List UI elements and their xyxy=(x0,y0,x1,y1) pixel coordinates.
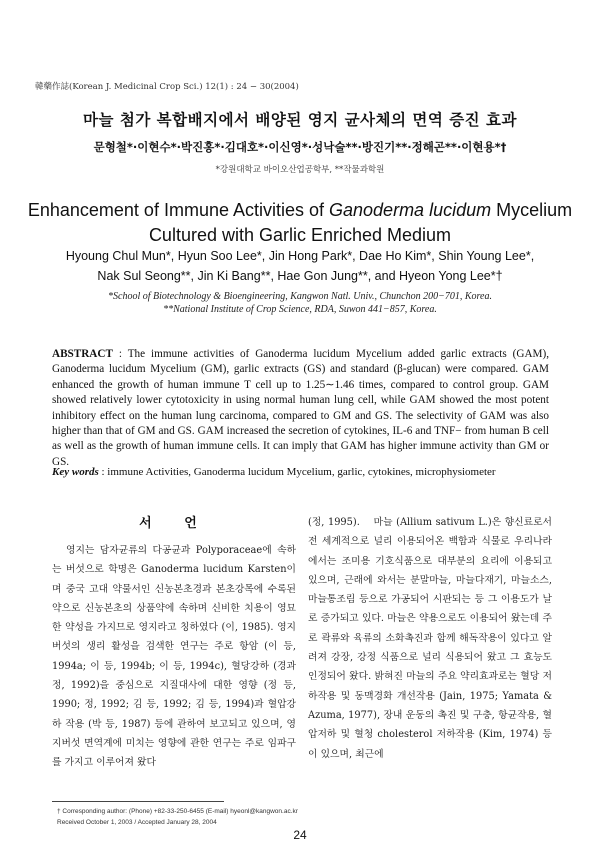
footnotes xyxy=(57,806,298,828)
corresponding-author-note: † Corresponding author: (Phone) +82-33-250-6455 (E-mail) hyeonl@kangwon.ac.kr xyxy=(57,808,298,815)
korean-authors: 문형철*·이현수*·박진홍*·김대호*·이신영*·성낙술**·방진기**·정해곤**·이현용*† xyxy=(93,140,507,154)
english-affiliation-2: **National Institute of Crop Science, RDA, Suwon 441−857, Korea. xyxy=(163,304,437,315)
journal-header: 韓藥作誌(Korean J. Medicinal Crop Sci.) 12(1) : 24 − 30(2004) xyxy=(35,82,299,92)
received-date-note: Received October 1, 2003 / Accepted January 28, 2004 xyxy=(57,819,217,826)
korean-title: 마늘 첨가 복합배지에서 배양된 영지 균사체의 면역 증진 효과 xyxy=(83,111,517,129)
english-affiliation xyxy=(0,290,600,316)
english-title-part-2: Mycelium xyxy=(491,200,573,220)
english-title-part-1: Enhancement of Immune Activities of xyxy=(27,200,330,220)
abstract-label: ABSTRACT xyxy=(52,348,113,360)
body-column-left: 영지는 담자균류의 다공균과 Polyporaceae에 속하는 버섯으로 학명은 Ganoderma lucidum Karsten이며 중국 고대 약물서인 신농본초경과 본초강목에 수록된 약으로 신농본초의 상품약에 속하며 신비한 치용이 영묘한 약성을 가지므로 영지라고 칭하였다 (이, 1985). 영지버섯의 생리 활성을 검색한 연구는 주로 항암 (이 등, 1994a; 이 등, 1994b; 이 등, 1994c), 혈당강하 (경과 정, 1992)을 중심으로 지질대사에 대한 영향 (정 등, 1990; 정, 1992; 김 등, 1992; 김 등, 1994)과 혈압강하 작용 (박 등, 1987) 등에 관하여 보고되고 있으며, 영지버섯 면역계에 미치는 영향에 관한 연구는 주로 임파구를 가지고 이루어져 왔다 xyxy=(52,545,296,769)
english-authors-line-2: Nak Sul Seong**, Jin Ki Bang**, Hae Gon Jung**, and Hyeon Yong Lee*† xyxy=(97,269,503,283)
english-title xyxy=(0,198,600,248)
body-column-right: (정, 1995). 마늘 (Allium sativum L.)은 향신료로서 전 세계적으로 널리 이용되어온 백합과 식물로 우리나라에서는 조미용 기호식품으로 대부분의 요리에 이용되고 있으며, 근래에 와서는 분말마늘, 마늘다재기, 마늘소스, 마늘통조림 등으로 가공되어 시판되는 등 그 이용도가 날로 증가되고 있다. 마늘은 약용으로도 이용되어 왔는데 주로 곽류와 육류의 소화촉진과 함께 해독작용이 있다고 알려져 강장, 강정 식품으로 널리 식용되어 왔고 그 효능도 인정되어 왔다. 밝혀진 마늘의 주요 약리효과로는 혈당 저하작용 및 동맥경화 개선작용 (Jain, 1975; Yamata & Azuma, 1977), 장내 운동의 촉진 및 구충, 항균작용, 혈압저하 및 혈청 cholesterol 저하작용 (Kim, 1974) 등이 있으며, 최근에 xyxy=(308,517,552,760)
introduction-heading: 서 언 xyxy=(139,516,211,531)
abstract-text: : The immune activities of Ganoderma lucidum Mycelium added garlic extracts (GAM), Ganoderma lucidum Mycelium (GM), garlic extracts (GS) and standard (β-glucan) were compared. GAM enhanced the growth of human immune T cell up to 1.25∼1.46 times, compared to control group. GAM showed relatively lower cytotoxicity in using normal human lung cell, while GAM showed the most potent inhibitory effect on the human lung carcinoma, compared to GM and GS. The selectivity of GAM was also higher than that of GM and GS. GAM increased the secretion of cytokines, IL-6 and TNF− from human B cell as well as the growth of human immune cells. It can imply that GAM has higher immune activity than GM or GS. xyxy=(52,348,549,468)
abstract xyxy=(52,347,549,470)
english-authors-line-1: Hyoung Chul Mun*, Hyun Soo Lee*, Jin Hong Park*, Dae Ho Kim*, Shin Young Lee*, xyxy=(65,249,535,263)
english-title-species: Ganoderma lucidum xyxy=(329,200,492,220)
english-title-line-2: Cultured with Garlic Enriched Medium xyxy=(148,225,452,245)
keywords-text: : immune Activities, Ganoderma lucidum Mycelium, garlic, cytokines, microphysiometer xyxy=(98,466,496,478)
footnote-divider xyxy=(52,801,224,802)
keywords xyxy=(52,466,552,478)
english-authors xyxy=(0,246,600,286)
keywords-label: Key words xyxy=(52,466,99,478)
korean-affiliation: *강원대학교 바이오산업공학부, **작물과학원 xyxy=(215,165,385,175)
english-affiliation-1: *School of Biotechnology & Bioengineering, Kangwon Natl. Univ., Chunchon 200−701, Korea. xyxy=(108,291,492,302)
page-number: 24 xyxy=(293,828,307,842)
